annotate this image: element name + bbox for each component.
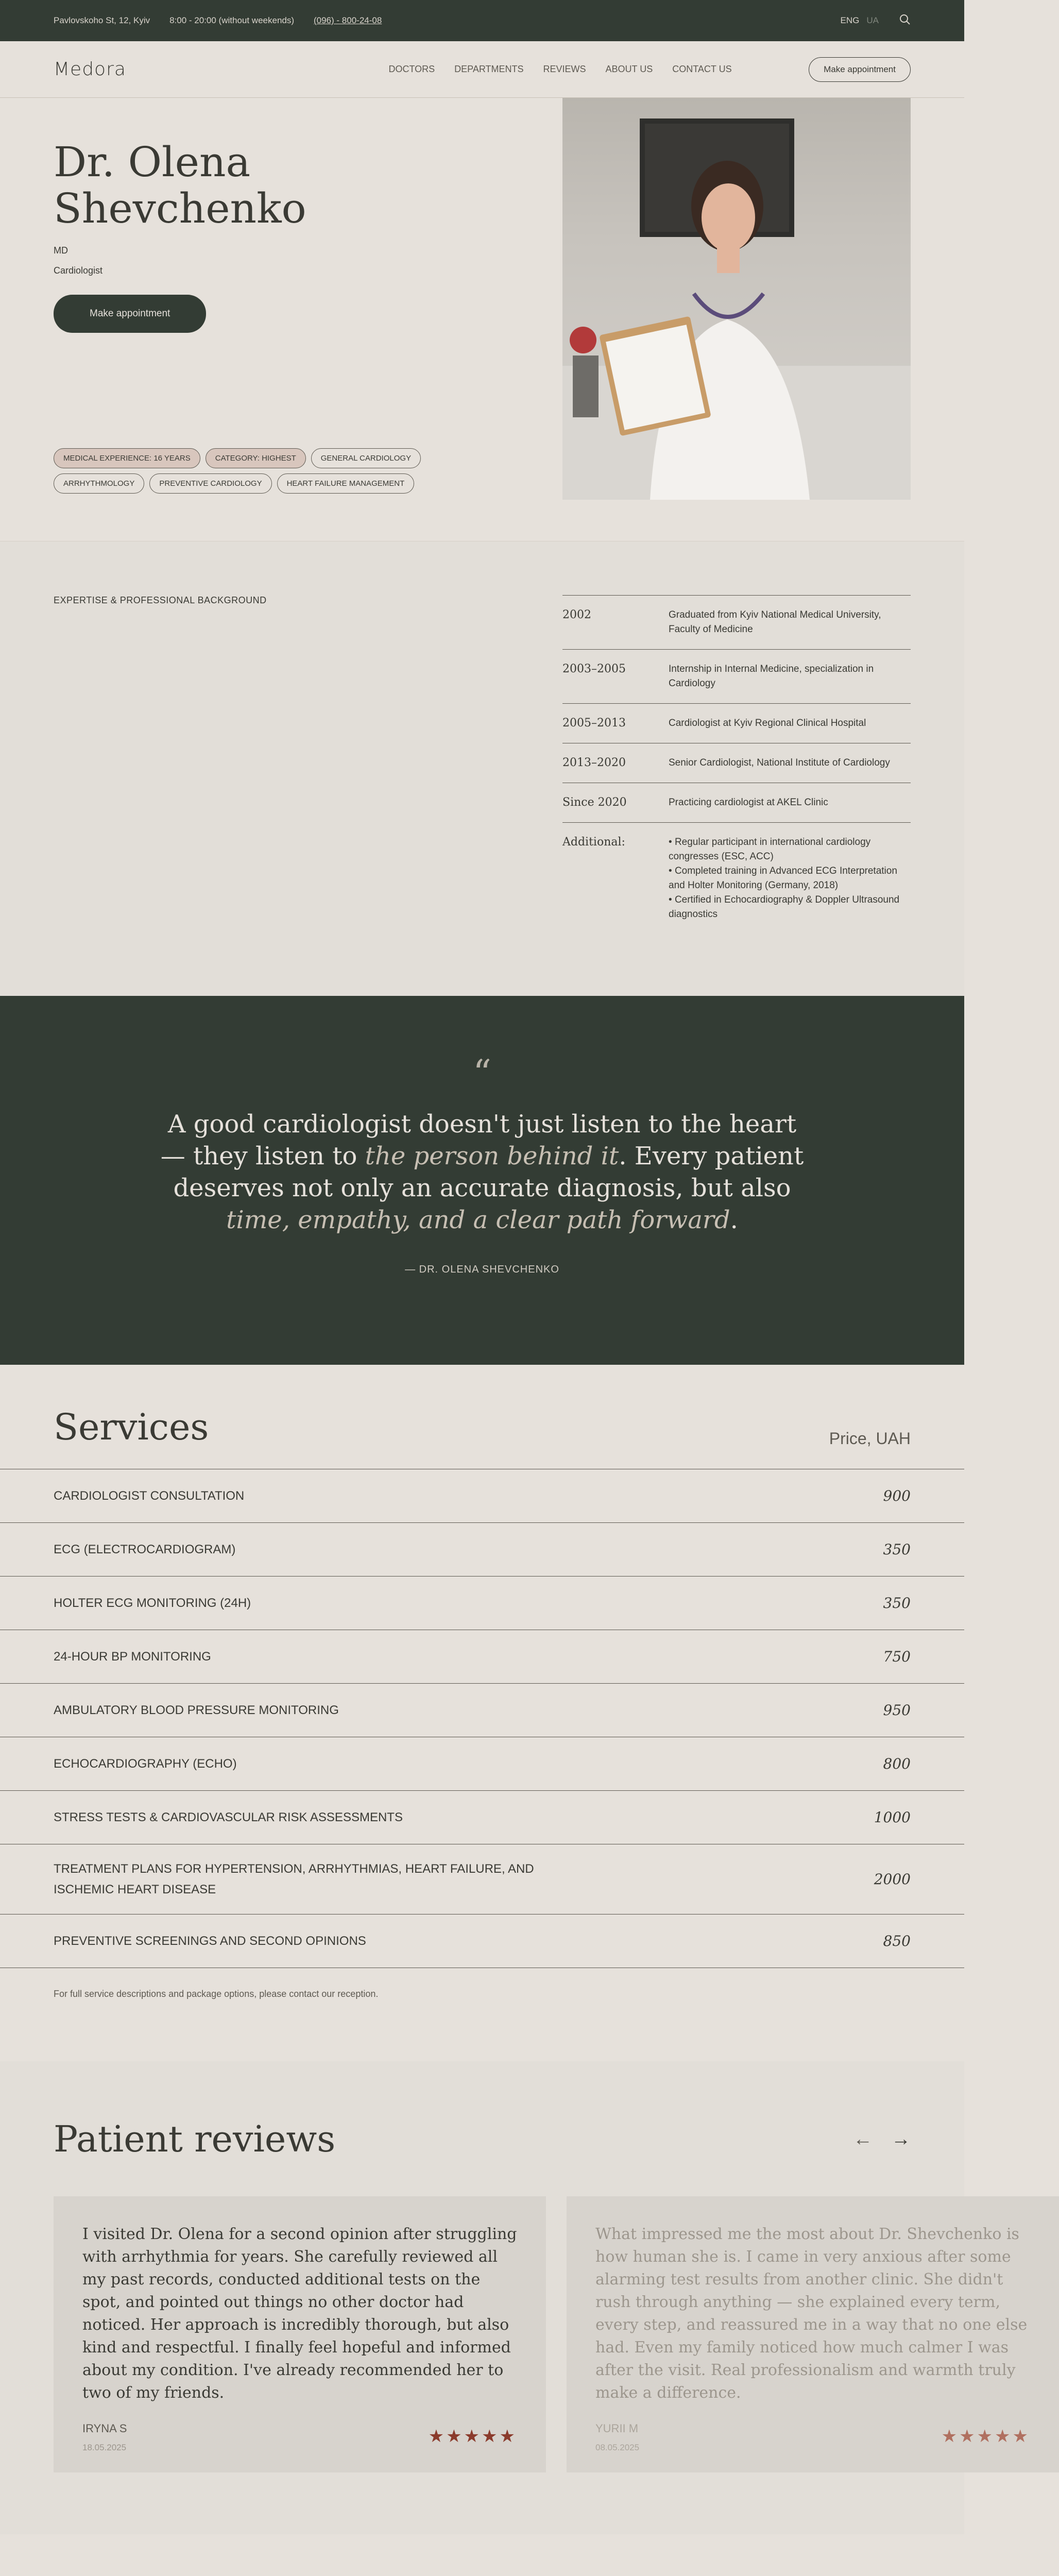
doctor-tags xyxy=(54,448,445,494)
additional-item: • Completed training in Advanced ECG Interpretation and Holter Monitoring (Germany, 2018) xyxy=(669,864,911,893)
reviews-section xyxy=(0,2061,1030,2534)
make-appointment-button[interactable]: Make appointment xyxy=(809,57,911,82)
experience-text: Internship in Internal Medicine, specialization in Cardiology xyxy=(669,650,911,704)
doctor-hero xyxy=(0,98,964,541)
quote-part: . xyxy=(730,1206,738,1234)
logo[interactable]: Medora xyxy=(54,59,126,80)
tag-preventive-cardiology: PREVENTIVE CARDIOLOGY xyxy=(149,473,271,494)
quote-section xyxy=(0,996,964,1365)
price-header: Price, UAH xyxy=(829,1429,911,1448)
topbar-phone-link[interactable]: (096) - 800-24-08 xyxy=(314,15,382,25)
service-price: 350 xyxy=(883,1595,911,1612)
tag-arrhythmology: ARRHYTHMOLOGY xyxy=(54,473,144,494)
experience-row xyxy=(562,743,911,783)
language-switcher[interactable] xyxy=(841,15,879,26)
service-name: STRESS TESTS & CARDIOVASCULAR RISK ASSESSMENTS xyxy=(54,1810,403,1824)
quote-mark-icon: “ xyxy=(473,1052,491,1094)
appointment-section xyxy=(0,2534,964,2576)
review-date: 18.05.2025 xyxy=(82,2443,127,2452)
nav-about-us[interactable]: ABOUT US xyxy=(605,64,653,74)
service-name: HOLTER ECG MONITORING (24H) xyxy=(54,1596,251,1610)
service-row xyxy=(0,1683,964,1737)
service-name: ECHOCARDIOGRAPHY (ECHO) xyxy=(54,1756,237,1771)
arrow-left-icon[interactable]: ← xyxy=(853,2128,873,2150)
tag-experience: MEDICAL EXPERIENCE: 16 YEARS xyxy=(54,448,200,468)
services-section xyxy=(0,1365,964,2061)
service-name: ECG (ELECTROCARDIOGRAM) xyxy=(54,1542,236,1556)
additional-item: • Certified in Echocardiography & Doppler Ultrasound diagnostics xyxy=(669,893,911,922)
main-nav xyxy=(0,41,964,98)
experience-label: EXPERTISE & PROFESSIONAL BACKGROUND xyxy=(54,595,267,605)
experience-year: 2002 xyxy=(562,596,669,650)
doctor-degree: MD xyxy=(54,245,68,256)
quote-part: A good cardiologist doesn't just listen to the heart — they listen to xyxy=(160,1110,797,1171)
experience-table xyxy=(562,595,911,934)
service-row xyxy=(0,1522,964,1576)
experience-year: Since 2020 xyxy=(562,783,669,823)
experience-text: Graduated from Kyiv National Medical University, Faculty of Medicine xyxy=(669,596,911,650)
arrow-right-icon[interactable]: → xyxy=(891,2128,911,2150)
doctor-name-line1: Dr. Olena xyxy=(54,138,251,186)
review-text: I visited Dr. Olena for a second opinion after struggling with arrhythmia for years. She carefully reviewed all my past records, conducted additional tests on the spot, and pointed out things no other doctor had noticed. Her approach is incredibly thorough, but also kind and respectful. I finally feel hopeful and informed about my condition. I've already recommended her to two of my friends. xyxy=(82,2225,517,2402)
service-name: 24-HOUR BP MONITORING xyxy=(54,1649,211,1664)
service-name: AMBULATORY BLOOD PRESSURE MONITORING xyxy=(54,1703,339,1717)
experience-section xyxy=(0,541,964,996)
topbar-hours: 8:00 - 20:00 (without weekends) xyxy=(169,15,295,25)
search-icon[interactable] xyxy=(899,14,911,28)
review-stars: ★★★★★ xyxy=(428,2427,517,2446)
experience-row xyxy=(562,650,911,704)
service-price: 750 xyxy=(883,1648,911,1665)
tag-general-cardiology: GENERAL CARDIOLOGY xyxy=(311,448,421,468)
quote-part: . Every patient deserves not only an accurate diagnosis, but also xyxy=(173,1142,804,1202)
service-row xyxy=(0,1790,964,1844)
doctor-specialty: Cardiologist xyxy=(54,265,103,276)
experience-row xyxy=(562,783,911,823)
review-author: YURII M xyxy=(595,2422,639,2435)
service-price: 2000 xyxy=(874,1871,911,1888)
experience-text: Practicing cardiologist at AKEL Clinic xyxy=(669,783,911,823)
service-row xyxy=(0,1469,964,1522)
additional-label: Additional: xyxy=(562,836,625,849)
nav-links xyxy=(388,64,731,75)
tag-heart-failure: HEART FAILURE MANAGEMENT xyxy=(277,473,415,494)
services-title: Services xyxy=(54,1406,209,1448)
experience-text: Cardiologist at Kyiv Regional Clinical Hospital xyxy=(669,704,911,743)
experience-text: Senior Cardiologist, National Institute of Cardiology xyxy=(669,743,911,783)
quote-emphasis: time, empathy, and a clear path forward xyxy=(226,1206,730,1234)
additional-item: • Regular participant in international cardiology congresses (ESC, ACC) xyxy=(669,835,911,864)
tag-category: CATEGORY: HIGHEST xyxy=(206,448,306,468)
review-card xyxy=(54,2196,546,2472)
experience-year: 2005–2013 xyxy=(562,704,669,743)
service-price: 350 xyxy=(883,1541,911,1558)
quote-text xyxy=(158,1108,807,1236)
review-author: IRYNA S xyxy=(82,2422,127,2435)
service-row xyxy=(0,1576,964,1630)
nav-departments[interactable]: DEPARTMENTS xyxy=(454,64,524,74)
service-row xyxy=(0,1914,964,1968)
topbar-address: Pavlovskoho St, 12, Kyiv xyxy=(54,15,150,25)
quote-author: — DR. OLENA SHEVCHENKO xyxy=(405,1264,559,1275)
service-row xyxy=(0,1630,964,1683)
top-bar xyxy=(0,0,964,41)
service-row xyxy=(0,1737,964,1790)
experience-row xyxy=(562,704,911,743)
service-price: 850 xyxy=(883,1933,911,1950)
services-note: For full service descriptions and package options, please contact our reception. xyxy=(0,1968,964,1999)
service-name: TREATMENT PLANS FOR HYPERTENSION, ARRHYTHMIAS, HEART FAILURE, AND ISCHEMIC HEART DISEASE xyxy=(54,1861,534,1896)
lang-eng[interactable]: ENG xyxy=(840,15,860,25)
doctor-name xyxy=(54,139,414,232)
review-card xyxy=(567,2196,1059,2472)
reviews-title: Patient reviews xyxy=(54,2118,336,2160)
review-date: 08.05.2025 xyxy=(595,2443,640,2452)
experience-year: 2003–2005 xyxy=(562,650,669,704)
quote-emphasis: the person behind it xyxy=(365,1142,619,1171)
service-name: CARDIOLOGIST CONSULTATION xyxy=(54,1488,245,1503)
nav-doctors[interactable]: DOCTORS xyxy=(388,64,435,74)
review-text: What impressed me the most about Dr. Shevchenko is how human she is. I came in very anxious after some alarming test results from another clinic. She didn't rush through anything — she explained every term, every step, and reassured me in a way that no one else had. Even my family noticed how much calmer I was after the visit. Real professionalism and warmth truly make a difference. xyxy=(595,2225,1028,2402)
service-price: 1000 xyxy=(874,1809,911,1826)
service-price: 950 xyxy=(883,1702,911,1719)
reviews-carousel xyxy=(0,2196,1030,2472)
doctor-photo xyxy=(562,98,911,500)
experience-additional xyxy=(562,823,911,935)
hero-appointment-button[interactable]: Make appointment xyxy=(54,295,206,333)
nav-contact-us[interactable]: CONTACT US xyxy=(672,64,732,74)
additional-list xyxy=(669,835,911,922)
review-stars: ★★★★★ xyxy=(941,2427,1030,2446)
service-price: 800 xyxy=(883,1755,911,1772)
nav-reviews[interactable]: REVIEWS xyxy=(543,64,586,74)
service-row xyxy=(0,1844,964,1914)
service-name: PREVENTIVE SCREENINGS AND SECOND OPINIONS xyxy=(54,1934,366,1948)
doctor-name-line2: Shevchenko xyxy=(54,184,306,232)
experience-year: 2013–2020 xyxy=(562,743,669,783)
lang-ua[interactable]: UA xyxy=(866,15,879,25)
experience-row xyxy=(562,596,911,650)
service-price: 900 xyxy=(883,1487,911,1504)
